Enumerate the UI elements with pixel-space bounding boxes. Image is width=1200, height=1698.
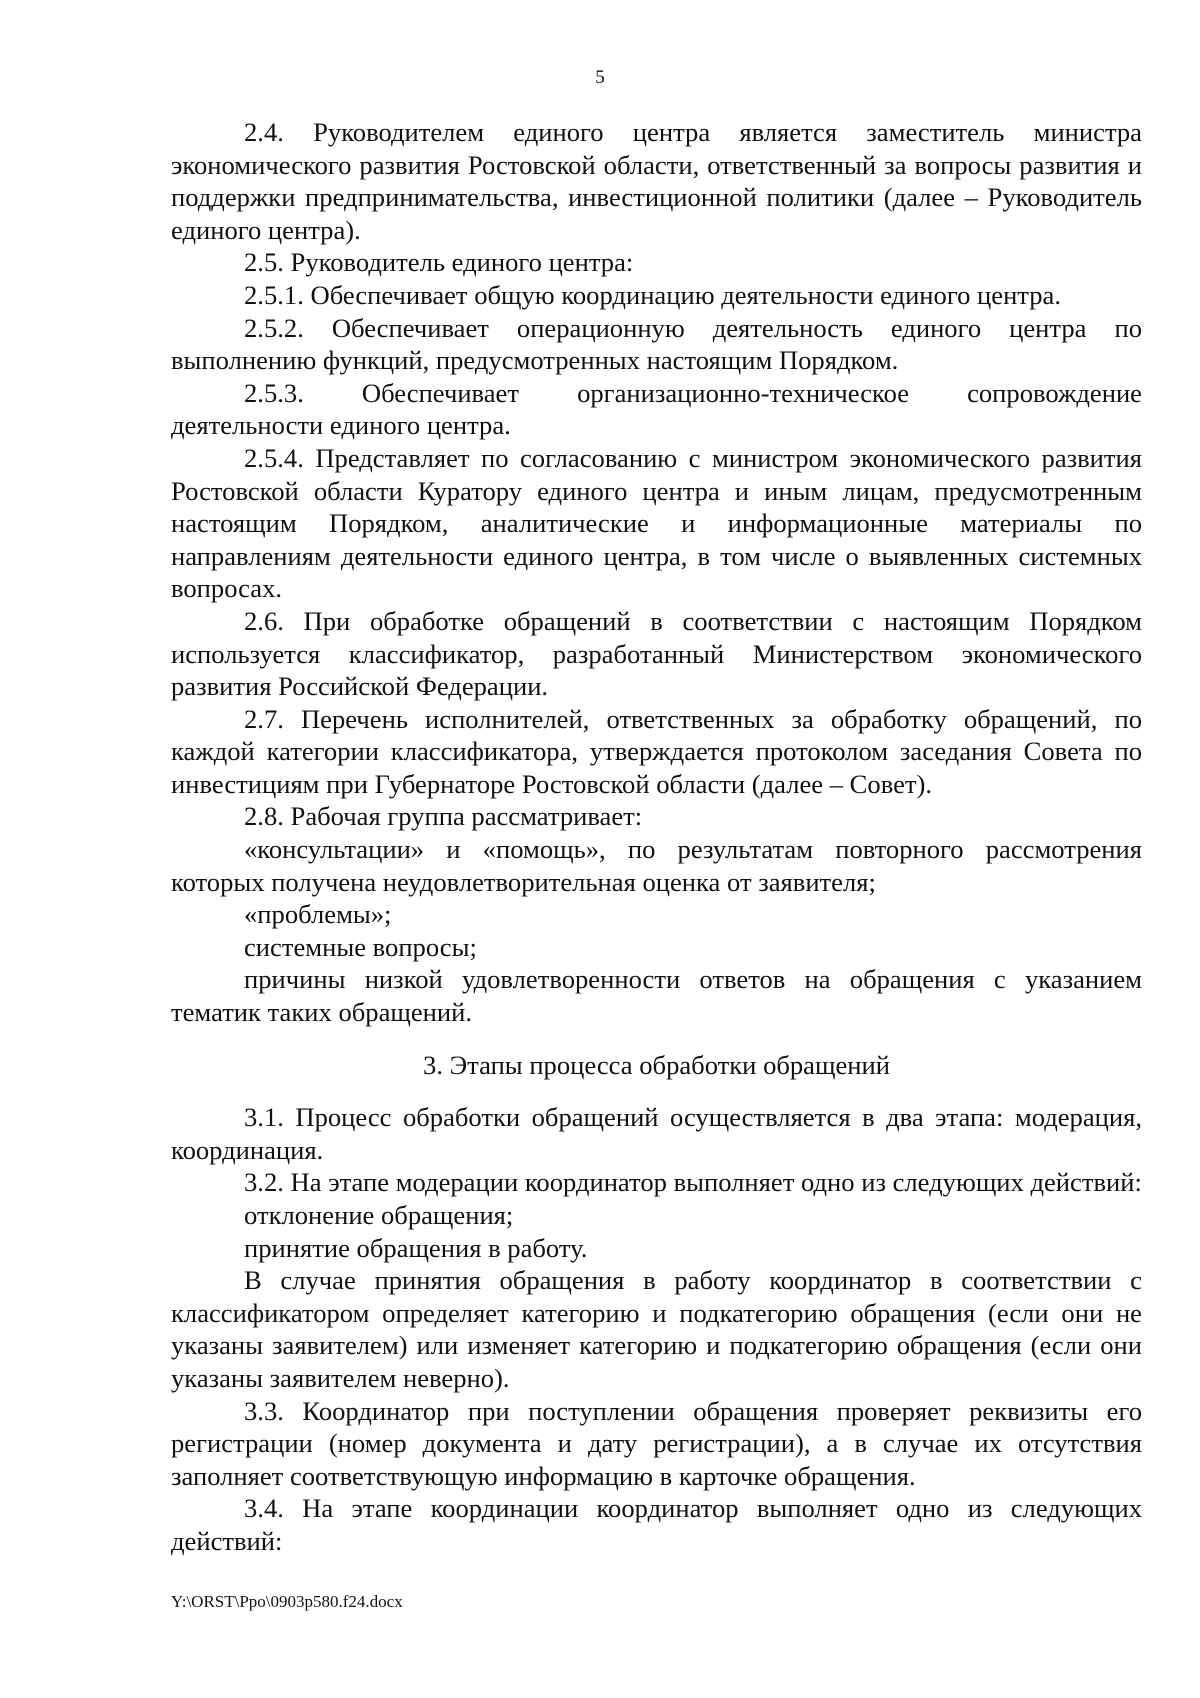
paragraph-2-8: 2.8. Рабочая группа рассматривает:	[244, 801, 643, 832]
list-item-rejection: отклонение обращения;	[244, 1200, 514, 1230]
footer-file-path: Y:\ORST\Ppo\0903p580.f24.docx	[171, 1592, 403, 1611]
paragraph-2-5-2: 2.5.2. Обеспечивает операционную деятельность единого центра по выполнению функций, предусмотренных настоящим Порядком.	[171, 312, 1142, 376]
list-item-low-satisfaction: причины низкой удовлетворенности ответов на обращения с указанием тематик таких обращений.	[171, 964, 1142, 1028]
paragraph-2-4: 2.4. Руководителем единого центра является заместитель министра экономического развития Ростовской области, ответственный за вопросы развития и поддержки предпринимательства, инвестиционной политики (далее – Руководитель единого центра).	[171, 117, 1142, 245]
paragraph-2-7: 2.7. Перечень исполнителей, ответственных за обработку обращений, по каждой категории классификатора, утверждается протоколом заседания Совета по инвестициям при Губернаторе Ростовской области (далее – Совет).	[171, 703, 1142, 799]
list-item-consultations: «консультации» и «помощь», по результатам повторного рассмотрения которых получена неудовлетворительная оценка от заявителя;	[171, 834, 1142, 897]
section-3-heading: 3. Этапы процесса обработки обращений	[423, 1049, 890, 1080]
list-item-acceptance: принятие обращения в работу.	[244, 1232, 588, 1263]
page-number: 5	[595, 67, 605, 88]
paragraph-3-3: 3.3. Координатор при поступлении обращения проверяет реквизиты его регистрации (номер документа и дату регистрации), а в случае их отсутствия заполняет соответствующую информацию в карточке обращения.	[171, 1395, 1142, 1491]
list-item-system-questions: системные вопросы;	[244, 931, 477, 962]
paragraph-3-4: 3.4. На этапе координации координатор выполняет одно из следующих действий:	[171, 1493, 1142, 1556]
paragraph-3-2: 3.2. На этапе модерации координатор выполняет одно из следующих действий:	[244, 1167, 1142, 1198]
paragraph-2-5-4: 2.5.4. Представляет по согласованию с министром экономического развития Ростовской области Куратору единого центра и иным лицам, предусмотренным настоящим Порядком, аналитические и информационные материалы по направлениям деятельности единого центра, в том числе о выявленных системных вопросах.	[171, 442, 1142, 604]
paragraph-2-6: 2.6. При обработке обращений в соответствии с настоящим Порядком используется классификатор, разработанный Министерством экономического развития Российской Федерации.	[171, 605, 1142, 702]
list-item-problems: «проблемы»;	[244, 899, 392, 930]
paragraph-3-1: 3.1. Процесс обработки обращений осуществляется в два этапа: модерация, координация.	[171, 1102, 1142, 1165]
paragraph-2-5-1: 2.5.1. Обеспечивает общую координацию деятельности единого центра.	[244, 279, 1061, 310]
paragraph-acceptance-case: В случае принятия обращения в работу координатор в соответствии с классификатором определяет категорию и подкатегорию обращения (если они не указаны заявителем) или изменяет категорию и подкатегорию обращения (если они указаны заявителем неверно).	[171, 1265, 1142, 1393]
paragraph-2-5: 2.5. Руководитель единого центра:	[244, 247, 634, 278]
paragraph-2-5-3: 2.5.3. Обеспечивает организационно-техническое сопровождение деятельности единого центра.	[171, 377, 1142, 441]
document-body	[171, 116, 1142, 1558]
